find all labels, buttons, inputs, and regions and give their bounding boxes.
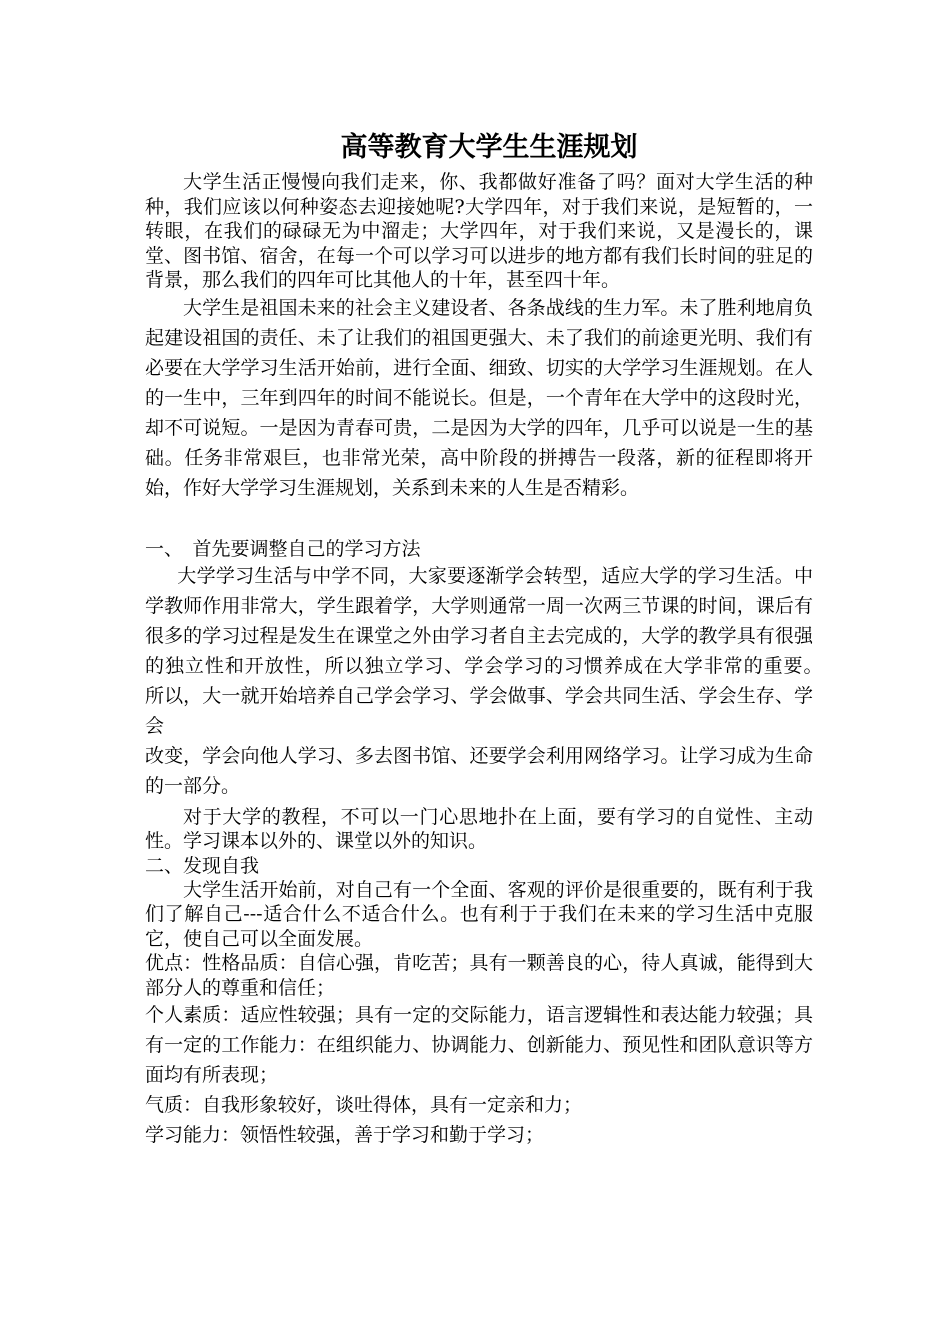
section-1-heading: 一、 首先要调整自己的学习方法 (145, 537, 421, 560)
personal-quality-line: 个人素质：适应性较强；具有一定的交际能力，语言逻辑性和表达能力较强；具有一定的工作能力：在组织能力、协调能力、创新能力、预见性和团队意识等方面均有所表现； (145, 1004, 813, 1086)
temperament-line: 气质：自我形象较好，谈吐得体，具有一定亲和力； (145, 1094, 583, 1116)
document-page (145, 128, 833, 1150)
section-2-paragraph-1: 大学生活开始前，对自己有一个全面、客观的评价是很重要的，既有利于我们了解自己---适合什么不适合什么。也有利于于我们在未来的学习生活中克服它，使自己可以全面发展。 (145, 878, 813, 950)
section-1-paragraph-1b: 改变，学会向他人学习、多去图书馆、还要学会利用网络学习。让学习成为生命的一部分。 (145, 744, 813, 797)
intro-paragraph-2: 大学生是祖国未来的社会主义建设者、各条战线的生力军。未了胜利地肩负起建设祖国的责任、未了让我们的祖国更强大、未了我们的前途更光明、我们有必要在大学学习生活开始前，进行全面、细致、切实的大学学习生涯规划。在人的一生中，三年到四年的时间不能说长。但是，一个青年在大学中的这段时光，却不可说短。一是因为青春可贵，二是因为大学的四年，几乎可以说是一生的基础。任务非常艰巨，也非常光荣，高中阶段的拼搏告一段落，新的征程即将开始，作好大学学习生涯规划，关系到未来的人生是否精彩。 (145, 296, 813, 499)
strengths-line: 优点：性格品质：自信心强，肯吃苦；具有一颗善良的心，待人真诚，能得到大部分人的尊重和信任； (145, 952, 813, 999)
learning-ability-line: 学习能力：领悟性较强，善于学习和勤于学习； (145, 1124, 545, 1146)
section-2-heading: 二、发现自我 (145, 854, 260, 877)
section-1-paragraph-2: 对于大学的教程，不可以一门心思地扑在上面，要有学习的自觉性、主动性。学习课本以外的、课堂以外的知识。 (145, 805, 813, 852)
section-1-paragraph-1a: 大学学习生活与中学不同，大家要逐渐学会转型，适应大学的学习生活。中学教师作用非常大，学生跟着学，大学则通常一周一次两三节课的时间，课后有很多的学习过程是发生在课堂之外由学习者自主去完成的，大学的教学具有很强的独立性和开放性，所以独立学习、学会学习的习惯养成在大学非常的重要。 所以，大一就开始培养自己学会学习、学会做事、学会共同生活、学会生存、学会 (145, 564, 833, 737)
section-spacer (145, 503, 813, 537)
document-title: 高等教育大学生生涯规划 (340, 132, 638, 163)
intro-paragraph-1: 大学生活正慢慢向我们走来，你、我都做好准备了吗？面对大学生活的种种，我们应该以何种姿态去迎接她呢?大学四年，对于我们来说，是短暂的，一转眼，在我们的碌碌无为中溜走；大学四年，对于我们来说，又是漫长的，课堂、图书馆、宿舍，在每一个可以学习可以进步的地方都有我们长时间的驻足的背景，那么我们的四年可比其他人的十年，甚至四十年。 (145, 171, 813, 291)
